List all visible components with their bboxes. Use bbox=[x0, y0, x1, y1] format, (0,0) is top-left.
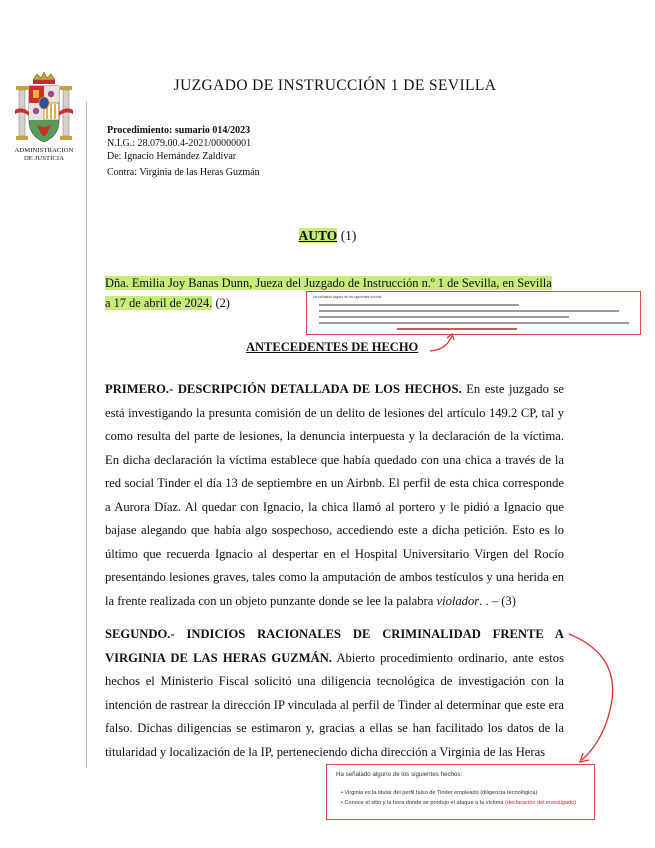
court-title: JUZGADO DE INSTRUCCIÓN 1 DE SEVILLA bbox=[173, 77, 497, 94]
segundo-heading: SEGUNDO.- INDICIOS RACIONALES DE CRIMINALIDAD FRENTE A VIRGINIA DE LAS HERAS GUZMÁN. bbox=[105, 627, 564, 665]
judge-note: (2) bbox=[212, 296, 230, 310]
de-line: De: Ignacio Hernández Zaldívar bbox=[107, 151, 237, 162]
primero-heading: PRIMERO.- DESCRIPCIÓN DETALLADA DE LOS HECHOS. bbox=[105, 382, 462, 396]
callout-bottom-item-1: • Virginia es la titular del perfil falso de Tinder empleado (diligencia tecnológica) bbox=[341, 790, 538, 796]
callout-bottom-item-2-text: Conoce el sitio y la hora donde se produjo el ataque a la víctima bbox=[344, 800, 505, 806]
antecedentes-heading: ANTECEDENTES DE HECHO bbox=[246, 340, 419, 354]
callout-bottom-item-2-source: (declaración del investigado) bbox=[504, 800, 577, 806]
judge-text-1: Dña. Emilia Joy Banas Dunn, Jueza del Juzgado de Instrucción n.º 1 de Sevilla, en Sevilla bbox=[105, 276, 552, 290]
segundo-body: Abierto procedimiento ordinario, ante estos hechos el Ministerio Fiscal solicitó una diligencia tecnológica de investigación con la intención de rastrear la dirección IP vinculada al perfil de Tinder al determinar que este era falso. Dichas diligencias se estimaron y, gracias a ellas se han facilitado los datos de la titularidad y localización de la IP, perteneciendo dicha dirección a Virginia de las Heras bbox=[105, 650, 564, 759]
primero-italic: violador bbox=[436, 593, 480, 608]
callout-bottom-title: Ha señalado alguno de los siguientes hechos: bbox=[336, 771, 463, 778]
judge-text-2: a 17 de abril de 2024. bbox=[105, 296, 213, 310]
callout-bottom-item-1-text: Virginia es la titular del perfil falso de Tinder empleado (diligencia tecnológica) bbox=[344, 790, 538, 796]
auto-note: (1) bbox=[340, 228, 357, 243]
arrow-bottom bbox=[569, 634, 613, 760]
callout-bottom-item-2: • Conoce el sitio y la hora donde se produjo el ataque a la víctima (declaración del investigado) bbox=[341, 800, 577, 806]
crest-caption-line2: DE JUSTICIA bbox=[23, 155, 65, 162]
procedimiento-value: : sumario 014/2023 bbox=[169, 125, 251, 136]
crest-caption-line1: ADMINISTRACION bbox=[14, 147, 74, 154]
contra-line: Contra: Virginia de las Heras Guzmán bbox=[107, 167, 260, 178]
procedimiento-label: Procedimiento bbox=[107, 125, 170, 136]
primero-tail: . . – (3) bbox=[479, 593, 516, 608]
primero-body: En este juzgado se está investigando la presunta comisión de un delito de lesiones del artículo 149.2 CP, tal y como resulta del parte de lesiones, la denuncia interpuesta y la declaración de la víctima. En dicha declaración la víctima establece que había quedado con una chica a través de la red social Tinder el día 13 de septiembre en un Airbnb. El perfil de esta chica corresponde a Aurora Díaz. Al quedar con Ignacio, la chica llamó al portero y le pidió a Ignacio que bajase alegando que había algo sospechoso, accediendo este a dicha petición. Esto es lo último que recuerda Ignacio al despertar en el Hospital Universitario Virgen del Rocío presentando lesiones graves, tales como la amputación de ambos testículos y una herida en la frente realizada con un objeto punzante donde se lee la palabra bbox=[105, 382, 564, 608]
callout-top-title: Ha señalado alguno de los siguientes hechos: bbox=[313, 295, 383, 299]
nig-line: N.I.G.: 28.079.00.4-2021/00000001 bbox=[107, 138, 252, 149]
auto-keyword: AUTO bbox=[298, 228, 338, 243]
arrow-top bbox=[430, 336, 452, 351]
